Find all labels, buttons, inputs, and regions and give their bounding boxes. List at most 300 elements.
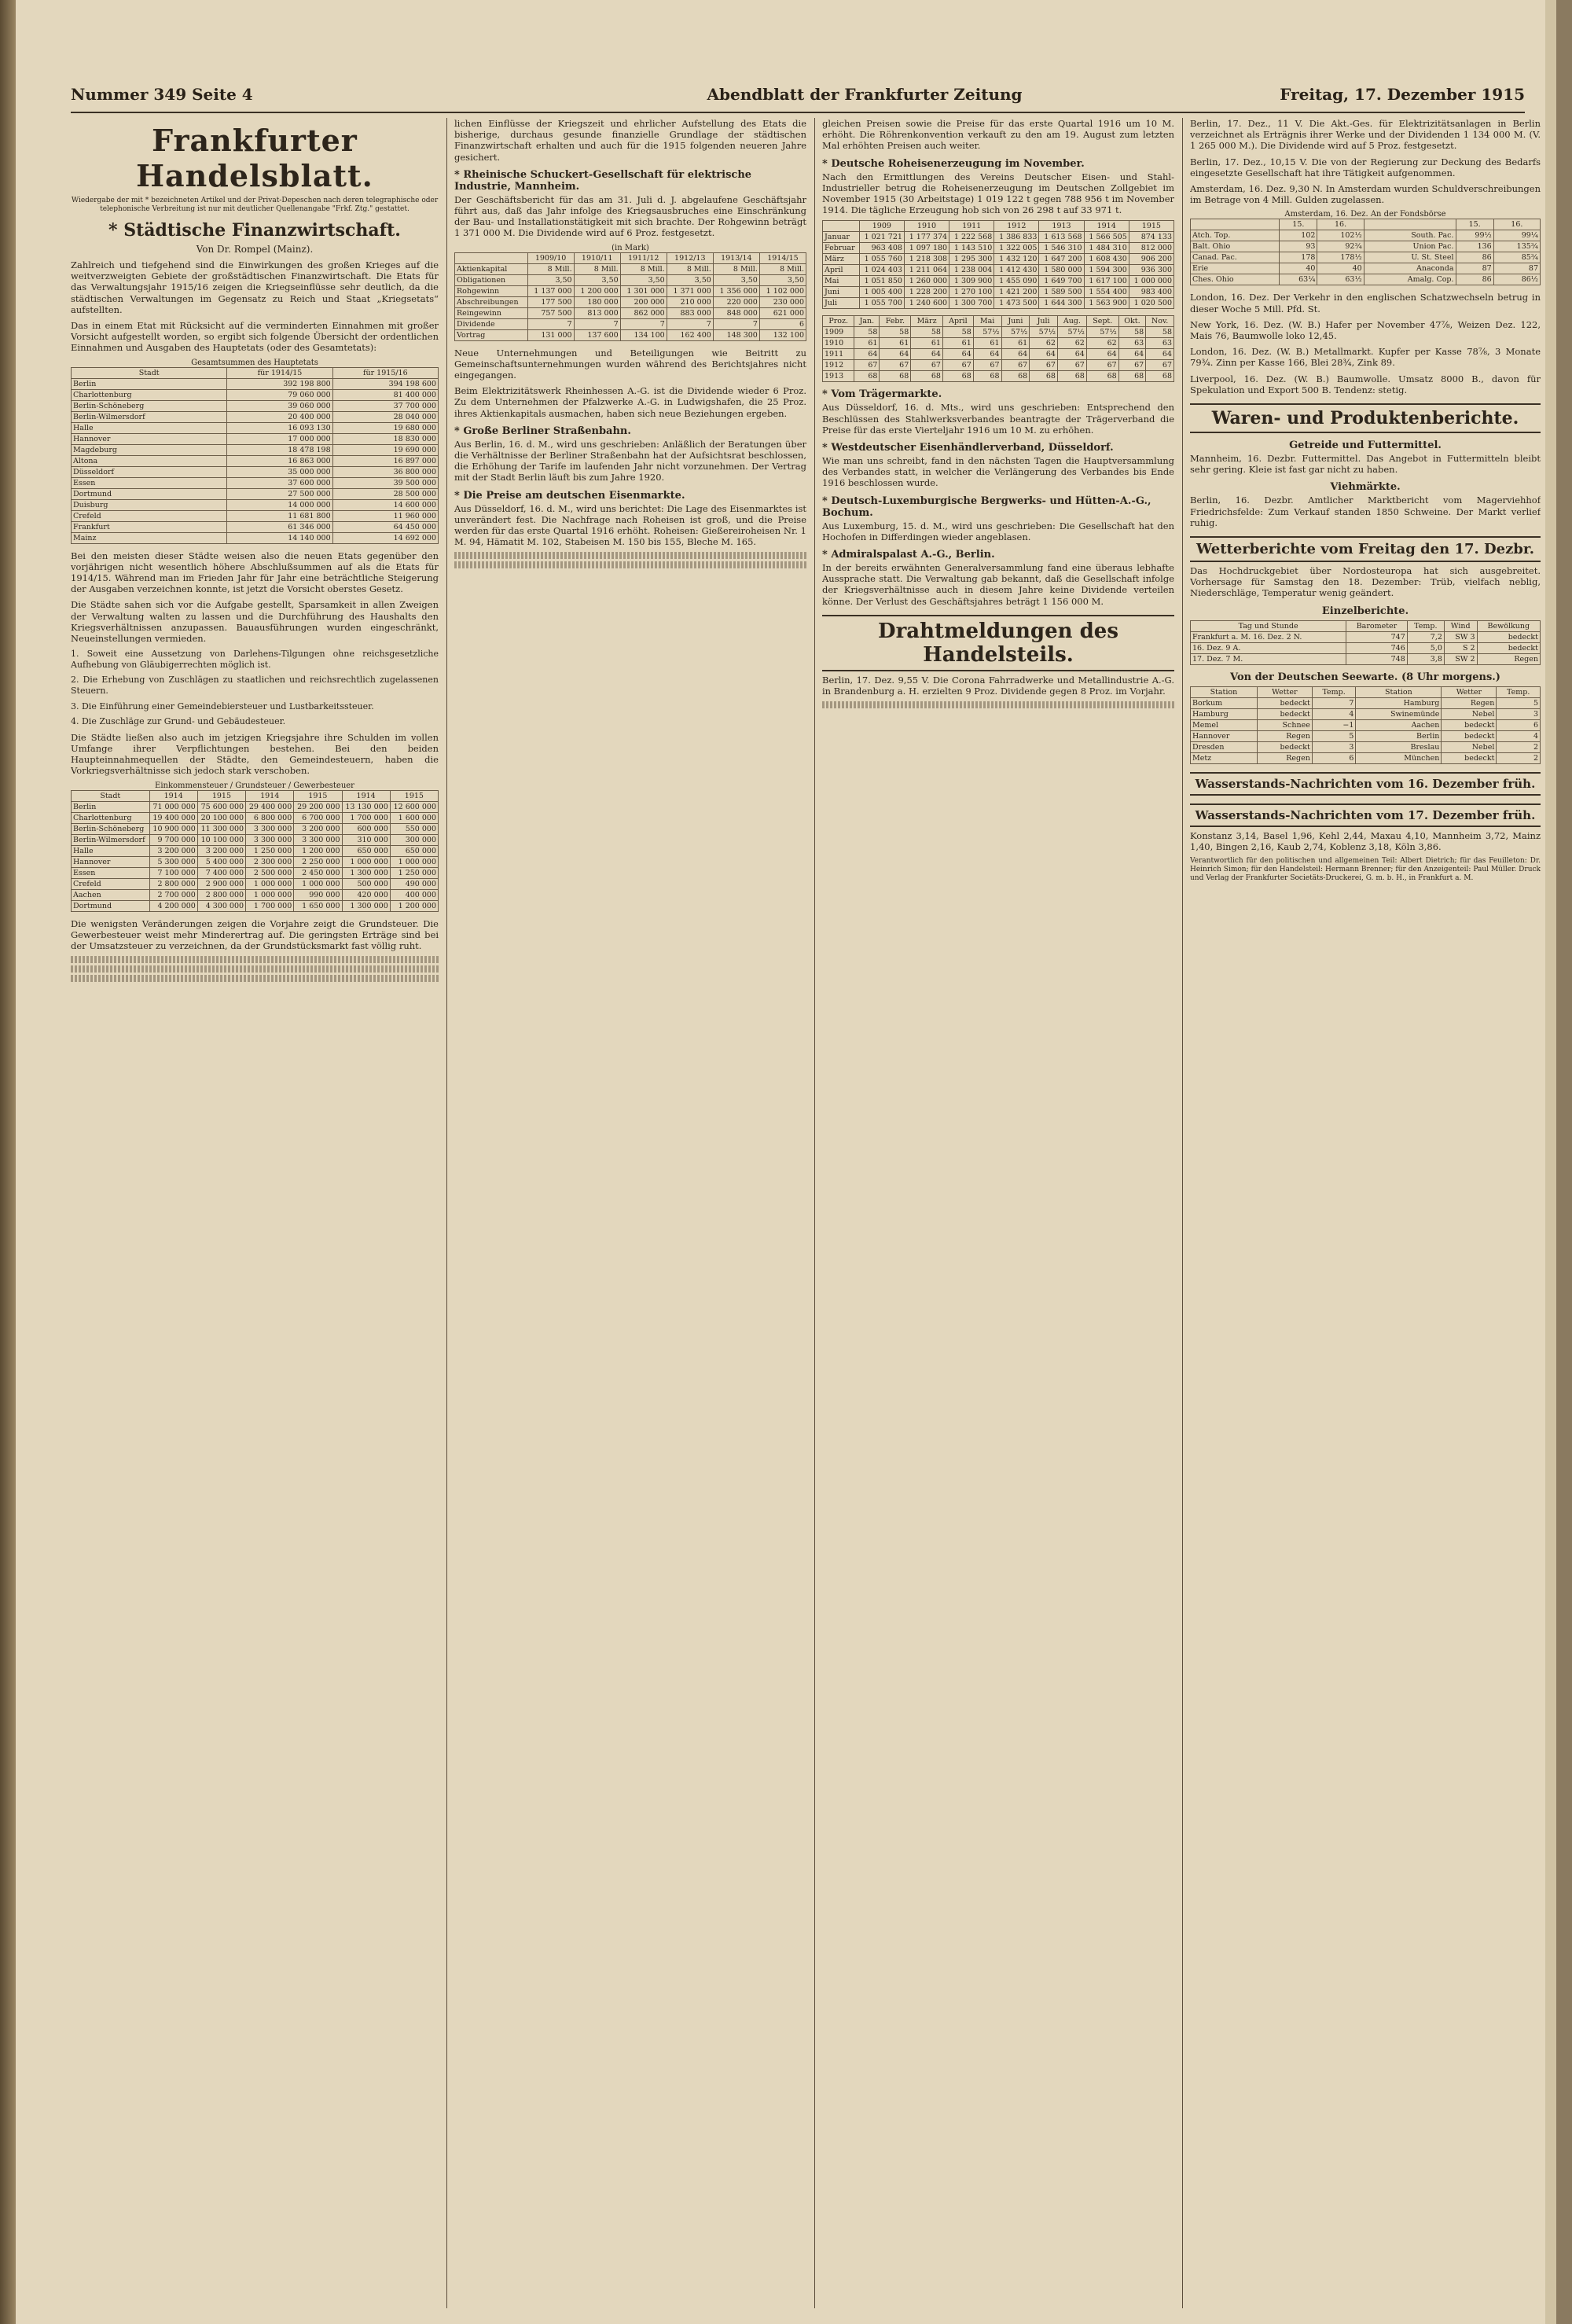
article-paragraph: Berlin, 17. Dez., 10,15 V. Die von der Regierung zur Deckung des Bedarfs eingesetzte Gesellschaft hat ihre Tätigkeit aufgenommen. <box>1190 156 1541 178</box>
article-paragraph: Nach den Ermittlungen des Vereins Deutscher Eisen- und Stahl-Industrieller betrug die Roheisenerzeugung im Deutschen Zollgebiet im November 1915 (30 Arbeitstage) 1 019 122 t gegen 788 956 t im November 1914. Die tägliche Erzeugung hob sich von 26 298 t auf 33 971 t. <box>822 171 1174 216</box>
table-header-cell: Station <box>1191 686 1258 697</box>
table-row <box>72 856 439 867</box>
table-cell: 1 260 000 <box>904 276 949 287</box>
table-cell: 2 900 000 <box>197 878 245 889</box>
table-header-cell: Stadt <box>72 367 227 378</box>
table-cell: 1 005 400 <box>859 287 904 298</box>
table-row <box>72 845 439 856</box>
table-cell: 64 <box>1118 349 1146 360</box>
table-cell: 20 400 000 <box>227 411 332 422</box>
table-cell: 14 600 000 <box>332 499 438 510</box>
table-cell: 61 <box>1001 338 1030 349</box>
table-cell: 963 408 <box>859 243 904 254</box>
text-line <box>71 975 439 982</box>
table-cell: Mai <box>823 276 860 287</box>
table-cell: 1 649 700 <box>1039 276 1084 287</box>
table-cell: 3 <box>1312 741 1356 752</box>
table-cell: Düsseldorf <box>72 466 227 477</box>
table-cell: 10 100 000 <box>197 834 245 845</box>
table-cell: 1 143 510 <box>949 243 994 254</box>
table-header-cell: 16. <box>1493 219 1540 230</box>
table-cell: Charlottenburg <box>72 812 150 823</box>
table-row <box>72 900 439 911</box>
table-cell: München <box>1356 752 1442 763</box>
table-cell: 1910 <box>823 338 854 349</box>
table-cell: 61 <box>854 338 880 349</box>
table-header-cell: Nov. <box>1146 316 1174 327</box>
table-row <box>455 329 806 340</box>
table-header-cell: Juni <box>1001 316 1030 327</box>
table-cell: 87 <box>1456 263 1493 274</box>
table-cell: 19 680 000 <box>332 422 438 433</box>
table-header-cell <box>455 252 528 263</box>
table-cell: 1 300 000 <box>342 900 390 911</box>
table-cell: 5 <box>1497 697 1541 708</box>
article-title: * Rheinische Schuckert-Gesellschaft für elektrische Industrie, Mannheim. <box>454 168 752 193</box>
table-row <box>72 455 439 466</box>
table-caption: Amsterdam, 16. Dez. An der Fondsbörse <box>1284 210 1446 219</box>
table-cell: Hannover <box>72 433 227 444</box>
table-cell: Frankfurt a. M. 16. Dez. 2 N. <box>1191 631 1346 642</box>
table-cell: Crefeld <box>72 510 227 521</box>
table-row <box>455 285 806 296</box>
article-paragraph: In der bereits erwähnten Generalversammlung fand eine überaus lebhafte Aussprache statt. Die Verwaltung gab bekannt, daß die Gesellschaft infolge der Kriegsverhältnisse auch in diesem Jahre keine Dividende verteilen könne. Der Verlust des Geschäftsjahres beträgt 1 156 000 M. <box>822 562 1174 607</box>
table-cell: Aktienkapital <box>455 263 528 274</box>
table-cell: 400 000 <box>390 889 438 900</box>
table-cell: 936 300 <box>1129 265 1173 276</box>
table-cell: 37 700 000 <box>332 400 438 411</box>
subsection-title: Getreide und Futtermittel. <box>1289 439 1442 452</box>
table-cell: Regen <box>1257 752 1312 763</box>
table-cell: 64 <box>1146 349 1174 360</box>
table-cell: Dividende <box>455 318 528 329</box>
table-cell: 1 000 000 <box>294 878 342 889</box>
table-cell: 1 000 000 <box>342 856 390 867</box>
table-cell: SW 3 <box>1444 631 1477 642</box>
table-cell: Aachen <box>1356 719 1442 730</box>
table-cell: 11 681 800 <box>227 510 332 521</box>
city-tax-table <box>71 781 439 912</box>
table-cell: Halle <box>72 845 150 856</box>
table-header-cell: Mai <box>973 316 1001 327</box>
table-cell: South. Pac. <box>1364 230 1456 241</box>
table-cell: 67 <box>1086 360 1118 371</box>
table-row <box>72 801 439 812</box>
table-cell: 757 500 <box>527 307 574 318</box>
article-paragraph: Amsterdam, 16. Dez. 9,30 N. In Amsterdam wurden Schuldverschreibungen im Betrage von 4 Mill. Gulden zugelassen. <box>1190 183 1541 206</box>
table-cell: 3 200 000 <box>294 823 342 834</box>
article-paragraph: Aus Düsseldorf, 16. d. Mts., wird uns geschrieben: Entsprechend den Beschlüssen des Stahlwerksverbandes beantragte der Trägerverband die Preise für das erste Vierteljahr 1916 um 10 M. zu erhöhen. <box>822 402 1174 436</box>
article-paragraph: Die Städte ließen also auch im jetzigen Kriegsjahre ihre Schulden im vollen Umfange ihrer Verpflichtungen bestehen. Bei den beiden Haupteinnahmequellen der Städte, den Gemeindesteuern, haben die Vorkriegsverhältnisse sich jedoch stark verschoben. <box>71 731 439 777</box>
table-row <box>823 371 1174 382</box>
table-cell: 1 250 000 <box>246 845 294 856</box>
text-line <box>71 956 439 963</box>
table-cell: Essen <box>72 867 150 878</box>
table-cell: 16 093 130 <box>227 422 332 433</box>
table-cell: Hannover <box>72 856 150 867</box>
table-cell: Februar <box>823 243 860 254</box>
telegram-section-title: Drahtmeldungen des Handelsteils. <box>822 615 1174 671</box>
table-cell: 68 <box>1001 371 1030 382</box>
table-cell: 1 021 721 <box>859 232 904 243</box>
table-cell: Nebel <box>1442 708 1497 719</box>
table-cell: 1912 <box>823 360 854 371</box>
table-cell: Magdeburg <box>72 444 227 455</box>
table-cell: 162 400 <box>667 329 713 340</box>
table-row <box>72 378 439 389</box>
table-row <box>1191 708 1541 719</box>
table-cell: Regen <box>1257 730 1312 741</box>
table-cell: 1 566 505 <box>1084 232 1129 243</box>
table-header-cell: 1912/13 <box>667 252 713 263</box>
table-cell: Charlottenburg <box>72 389 227 400</box>
column-4 <box>1190 118 1541 2308</box>
table-cell: 180 000 <box>574 296 620 307</box>
article-title: * Admiralspalast A.-G., Berlin. <box>822 549 995 561</box>
table-cell: 1 589 500 <box>1039 287 1084 298</box>
table-cell: 62 <box>1030 338 1058 349</box>
table-cell: 5 <box>1312 730 1356 741</box>
table-row <box>72 878 439 889</box>
table-cell: 3 200 000 <box>197 845 245 856</box>
table-cell: 2 450 000 <box>294 867 342 878</box>
table-header-cell: 1915 <box>1129 221 1173 232</box>
table-cell: 1 238 004 <box>949 265 994 276</box>
table-cell: 67 <box>1118 360 1146 371</box>
table-cell: 813 000 <box>574 307 620 318</box>
table-cell: 2 800 000 <box>149 878 197 889</box>
table-header-cell: April <box>942 316 973 327</box>
table-cell: 64 <box>911 349 943 360</box>
table-cell: 58 <box>1118 327 1146 338</box>
table-header-cell: Wind <box>1444 620 1477 631</box>
table-cell: 86 <box>1456 274 1493 285</box>
table-cell: 1 700 000 <box>342 812 390 823</box>
table-row <box>72 389 439 400</box>
table-cell: 2 <box>1497 741 1541 752</box>
table-cell: bedeckt <box>1442 719 1497 730</box>
table-header-cell: 1913 <box>1039 221 1084 232</box>
table-cell: 2 250 000 <box>294 856 342 867</box>
table-row <box>455 296 806 307</box>
article-title: * Städtische Finanzwirtschaft. <box>108 220 401 241</box>
table-cell: 132 100 <box>759 329 806 340</box>
table-cell: 747 <box>1346 631 1408 642</box>
imprint: Verantwortlich für den politischen und allgemeinen Teil: Albert Dietrich; für das Feuilleton: Dr. Heinrich Simon; für den Handelsteil: Hermann Brenner; für den Anzeigenteil: Paul Müller. Druck und Verlag der Frankfurter Societäts-Druckerei, G. m. b. H., in Frankfurt a. M. <box>1190 857 1541 883</box>
table-cell: 983 400 <box>1129 287 1173 298</box>
article-paragraph: lichen Einflüsse der Kriegszeit und ehrlicher Aufstellung des Etats die bisherige, durchaus gesunde finanzielle Grundlage der städtischen Finanzwirtschaft erhalten und auch für die 1915 folgenden neueren Jahre gesichert. <box>454 118 806 163</box>
table-cell: Hannover <box>1191 730 1258 741</box>
table-cell: 93 <box>1280 241 1317 252</box>
newspaper-page <box>16 0 1556 2324</box>
table-cell: 3,8 <box>1407 653 1444 664</box>
table-header-cell: Aug. <box>1057 316 1086 327</box>
table-row <box>1191 252 1541 263</box>
article-paragraph: Berlin, 17. Dez. 9,55 V. Die Corona Fahrradwerke und Metallindustrie A.-G. in Brandenburg a. H. erzielten 9 Proz. Dividende gegen 8 Proz. im Vorjahr. <box>822 674 1174 697</box>
table-header-cell: Okt. <box>1118 316 1146 327</box>
table-row <box>823 232 1174 243</box>
table-cell: 1 647 200 <box>1039 254 1084 265</box>
section-title: Wasserstands-Nachrichten vom 16. Dezember früh. <box>1190 772 1541 796</box>
table-cell: 1 421 200 <box>994 287 1039 298</box>
table-header-cell: Temp. <box>1497 686 1541 697</box>
article-paragraph: Beim Elektrizitätswerk Rheinhessen A.-G. ist die Dividende wieder 6 Proz. Zu dem Unternehmen der Pfalzwerke A.-G. in Ludwigshafen, die 25 Proz. ihres Aktienkapitals ausmachen, haben sich neue Beziehungen ergeben. <box>454 385 806 419</box>
article-paragraph: Die Städte sahen sich vor die Aufgabe gestellt, Sparsamkeit in allen Zweigen der Verwaltung walten zu lassen und die Durchführung des Haushalts den Kriegsverhältnissen anzupassen. Bauausführungen wurden eingeschränkt, Neueinstellungen vermieden. <box>71 599 439 645</box>
table-header-cell: 1911/12 <box>620 252 667 263</box>
table-cell: 177 500 <box>527 296 574 307</box>
table-cell: 848 000 <box>713 307 759 318</box>
table-cell: 862 000 <box>620 307 667 318</box>
article-paragraph: gleichen Preisen sowie die Preise für das erste Quartal 1916 um 10 M. erhöht. Die Röhrenkonvention verkauft zu den am 19. August zum letzten Mal erhöhten Preisen auch weiter. <box>822 118 1174 152</box>
table-cell: 27 500 000 <box>227 488 332 499</box>
column-2 <box>454 118 806 2308</box>
table-cell: 2 700 000 <box>149 889 197 900</box>
article-paragraph: Bei den meisten dieser Städte weisen also die neuen Etats gegenüber den vorjährigen nicht wesentlich höhere Abschlußsummen auf als die Etats für 1914/15. Während man im Frieden Jahr für Jahr eine beträchtliche Steigerung der Ausgaben verzeichnen konnte, ist jetzt die Vorsicht oberstes Gesetz. <box>71 550 439 595</box>
table-cell: 3 300 000 <box>294 834 342 845</box>
table-header-row <box>1191 686 1541 697</box>
table-cell: 17. Dez. 7 M. <box>1191 653 1346 664</box>
table-cell: 2 500 000 <box>246 867 294 878</box>
table-header-cell: 1909 <box>859 221 904 232</box>
table-cell: 29 200 000 <box>294 801 342 812</box>
article-paragraph: Aus Berlin, 16. d. M., wird uns geschrieben: Anläßlich der Beratungen über die Verhältnisse der Berliner Straßenbahn hat der Aufsichtsrat beschlossen, die Erhöhung der Tarife im laufenden Jahr nicht vorzunehmen. Der Vertrag mit der Stadt Berlin läuft bis zum Jahre 1920. <box>454 438 806 484</box>
table-cell: 28 500 000 <box>332 488 438 499</box>
table-cell: 1 051 850 <box>859 276 904 287</box>
table-header-cell: 1914 <box>342 790 390 801</box>
table-cell: 92¾ <box>1317 241 1364 252</box>
table-cell: Altona <box>72 455 227 466</box>
table-cell: 68 <box>1118 371 1146 382</box>
table-cell: 1 608 430 <box>1084 254 1129 265</box>
table-cell: 67 <box>942 360 973 371</box>
table-cell: 81 400 000 <box>332 389 438 400</box>
table-cell: 1 484 310 <box>1084 243 1129 254</box>
table-cell: Erie <box>1191 263 1280 274</box>
table-header-cell: 1915 <box>294 790 342 801</box>
table-row <box>823 276 1174 287</box>
table-cell: 63 <box>1118 338 1146 349</box>
table-cell: 14 692 000 <box>332 532 438 543</box>
table-header-cell: Sept. <box>1086 316 1118 327</box>
table-cell: 57½ <box>1030 327 1058 338</box>
table-cell: 64 450 000 <box>332 521 438 532</box>
table-cell: 650 000 <box>390 845 438 856</box>
table-cell: Halle <box>72 422 227 433</box>
table-cell: 200 000 <box>620 296 667 307</box>
table-cell: 2 <box>1497 752 1541 763</box>
table-cell: Berlin-Wilmersdorf <box>72 411 227 422</box>
table-cell: 9 700 000 <box>149 834 197 845</box>
table-cell: 29 400 000 <box>246 801 294 812</box>
table-row <box>72 889 439 900</box>
pig-iron-production-table <box>822 220 1174 309</box>
table-cell: 7 <box>574 318 620 329</box>
table-cell: 1 000 000 <box>246 889 294 900</box>
article-byline: Von Dr. Rompel (Mainz). <box>196 244 314 255</box>
table-row <box>823 327 1174 338</box>
table-header-row <box>823 221 1174 232</box>
table-header-cell: 1915 <box>390 790 438 801</box>
table-cell: 3 200 000 <box>149 845 197 856</box>
table-header-cell: 1912 <box>994 221 1039 232</box>
table-cell: 748 <box>1346 653 1408 664</box>
table-header-cell: Bewölkung <box>1477 620 1540 631</box>
table-header-row <box>72 367 439 378</box>
table-cell: 12 600 000 <box>390 801 438 812</box>
table-cell: 6 700 000 <box>294 812 342 823</box>
table-cell: 67 <box>1030 360 1058 371</box>
table-cell: 1 200 000 <box>294 845 342 856</box>
table-header-cell: 1910/11 <box>574 252 620 263</box>
table-cell: 99½ <box>1456 230 1493 241</box>
table-cell: Dortmund <box>72 900 150 911</box>
table-cell: 67 <box>973 360 1001 371</box>
table-cell: 1 700 000 <box>246 900 294 911</box>
table-cell: 550 000 <box>390 823 438 834</box>
table-cell: 64 <box>854 349 880 360</box>
table-row <box>72 411 439 422</box>
table-cell: −1 <box>1312 719 1356 730</box>
table-header-cell: 1910 <box>904 221 949 232</box>
table-cell: 40 <box>1280 263 1317 274</box>
table-cell: 3,50 <box>620 274 667 285</box>
table-cell: 1 200 000 <box>574 285 620 296</box>
table-cell: März <box>823 254 860 265</box>
table-cell: 64 <box>880 349 911 360</box>
reprint-note: Wiedergabe der mit * bezeichneten Artikel und der Privat-Depeschen nach deren telegraphische oder telephonische Verbreitung ist nur mit deutlicher Quellenangabe "Frkf. Ztg." gestattet. <box>71 197 439 213</box>
table-cell: 6 800 000 <box>246 812 294 823</box>
table-cell: Ches. Ohio <box>1191 274 1280 285</box>
table-cell: 300 000 <box>390 834 438 845</box>
table-header-cell: 1909/10 <box>527 252 574 263</box>
table-cell: 14 000 000 <box>227 499 332 510</box>
table-cell: 3 <box>1497 708 1541 719</box>
article-paragraph: London, 16. Dez. (W. B.) Metallmarkt. Kupfer per Kasse 78⅞, 3 Monate 79¾. Zinn per Kasse 166, Blei 28¾, Zink 89. <box>1190 346 1541 369</box>
table-cell: 63 <box>1146 338 1174 349</box>
table-cell: 1911 <box>823 349 854 360</box>
list-item: 3. Die Einführung einer Gemeindebiersteuer und Lustbarkeitssteuer. <box>71 701 374 712</box>
table-cell: 67 <box>1057 360 1086 371</box>
table-cell: bedeckt <box>1477 642 1540 653</box>
article-paragraph: Wie man uns schreibt, fand in den nächsten Tagen die Hauptversammlung des Verbandes statt, in welcher die Verlängerung des Verbandes bis Ende 1916 beschlossen wurde. <box>822 455 1174 489</box>
table-cell: 874 133 <box>1129 232 1173 243</box>
table-cell: Vortrag <box>455 329 528 340</box>
table-row <box>1191 719 1541 730</box>
table-cell: Obligationen <box>455 274 528 285</box>
column-divider <box>446 118 447 2308</box>
table-cell: 1 322 005 <box>994 243 1039 254</box>
table-cell: 420 000 <box>342 889 390 900</box>
article-paragraph: Das in einem Etat mit Rücksicht auf die verminderten Einnahmen mit großer Vorsicht aufgestellt worden, so ergibt sich folgende Übersicht der ordentlichen Einnahmen und Ausgaben des Hauptetats (oder des Gesamtetats): <box>71 320 439 354</box>
article-paragraph: Aus Düsseldorf, 16. d. M., wird uns berichtet: Die Lage des Eisenmarktes ist unverändert fest. Die Nachfrage nach Roheisen ist groß, und die Preise werden für das erste Quartal 1916 erhöht. Roheisen: Gießereiroheisen Nr. 1 M. 94, Hämatit M. 102, Stabeisen M. 150 bis 155, Bleche M. 165. <box>454 502 806 548</box>
table-header-cell: 1914 <box>246 790 294 801</box>
table-cell: April <box>823 265 860 276</box>
table-row <box>823 254 1174 265</box>
table-row <box>1191 274 1541 285</box>
table-cell: 1 473 500 <box>994 298 1039 309</box>
article-paragraph: Konstanz 3,14, Basel 1,96, Kehl 2,44, Maxau 4,10, Mannheim 3,72, Mainz 1,40, Bingen 2,16, Kaub 2,74, Koblenz 3,18, Köln 3,86. <box>1190 829 1541 852</box>
table-cell: 1 000 000 <box>246 878 294 889</box>
header-rule <box>71 112 1525 113</box>
table-cell: 58 <box>880 327 911 338</box>
table-cell: 135¾ <box>1493 241 1540 252</box>
column-divider <box>814 118 815 2308</box>
company-results-table <box>454 244 806 341</box>
table-header-cell: Febr. <box>880 316 911 327</box>
table-header-cell: Stadt <box>72 790 150 801</box>
table-cell: 8 Mill. <box>713 263 759 274</box>
table-cell: 7 <box>667 318 713 329</box>
header-newspaper-name: Abendblatt der Frankfurter Zeitung <box>707 85 1023 104</box>
table-cell: Hamburg <box>1356 697 1442 708</box>
table-cell: 37 600 000 <box>227 477 332 488</box>
table-cell: 57½ <box>1057 327 1086 338</box>
table-row <box>72 444 439 455</box>
table-cell: 64 <box>1001 349 1030 360</box>
table-cell: 68 <box>1086 371 1118 382</box>
table-header-cell <box>1364 219 1456 230</box>
table-row <box>1191 263 1541 274</box>
table-cell: Nebel <box>1442 741 1497 752</box>
table-cell: 1 617 100 <box>1084 276 1129 287</box>
table-cell: 61 <box>942 338 973 349</box>
table-header-cell: für 1914/15 <box>227 367 332 378</box>
table-header-cell: Wetter <box>1257 686 1312 697</box>
table-cell: 1 371 000 <box>667 285 713 296</box>
table-caption: Einkommensteuer / Grundsteuer / Gewerbesteuer <box>155 781 354 790</box>
table-cell: Regen <box>1477 653 1540 664</box>
table-cell: Reingewinn <box>455 307 528 318</box>
table-cell: 8 Mill. <box>759 263 806 274</box>
table-row <box>1191 752 1541 763</box>
table-cell: Juli <box>823 298 860 309</box>
table-cell: Berlin <box>72 378 227 389</box>
table-cell: Dresden <box>1191 741 1258 752</box>
table-cell: 67 <box>880 360 911 371</box>
table-header-cell: Station <box>1356 686 1442 697</box>
list-item: 1. Soweit eine Aussetzung von Darlehens-Tilgungen ohne reichsgesetzliche Aufhebung von Gläubigerrechten möglich ist. <box>71 649 439 670</box>
table-cell: 18 830 000 <box>332 433 438 444</box>
table-cell: U. St. Steel <box>1364 252 1456 263</box>
table-cell: 1 600 000 <box>390 812 438 823</box>
table-header-cell: 1915 <box>197 790 245 801</box>
table-cell: Frankfurt <box>72 521 227 532</box>
table-cell: 64 <box>1057 349 1086 360</box>
table-row <box>1191 642 1541 653</box>
table-cell: 67 <box>854 360 880 371</box>
weather-stations-table <box>1190 686 1541 764</box>
table-cell: 62 <box>1086 338 1118 349</box>
table-cell: 3,50 <box>527 274 574 285</box>
table-cell: 1 644 300 <box>1039 298 1084 309</box>
table-cell: 3,50 <box>574 274 620 285</box>
table-cell: 1 222 568 <box>949 232 994 243</box>
subsection-title: Viehmärkte. <box>1330 481 1401 494</box>
table-cell: 20 100 000 <box>197 812 245 823</box>
table-cell: 148 300 <box>713 329 759 340</box>
table-cell: 61 <box>911 338 943 349</box>
table-cell: 812 000 <box>1129 243 1173 254</box>
table-cell: Amalg. Cop. <box>1364 274 1456 285</box>
table-cell: 7,2 <box>1407 631 1444 642</box>
table-cell: 19 400 000 <box>149 812 197 823</box>
table-cell: Aachen <box>72 889 150 900</box>
table-cell: 6 <box>1312 752 1356 763</box>
table-cell: 10 900 000 <box>149 823 197 834</box>
table-cell: 8 Mill. <box>527 263 574 274</box>
table-cell: bedeckt <box>1477 631 1540 642</box>
table-cell: 4 <box>1312 708 1356 719</box>
